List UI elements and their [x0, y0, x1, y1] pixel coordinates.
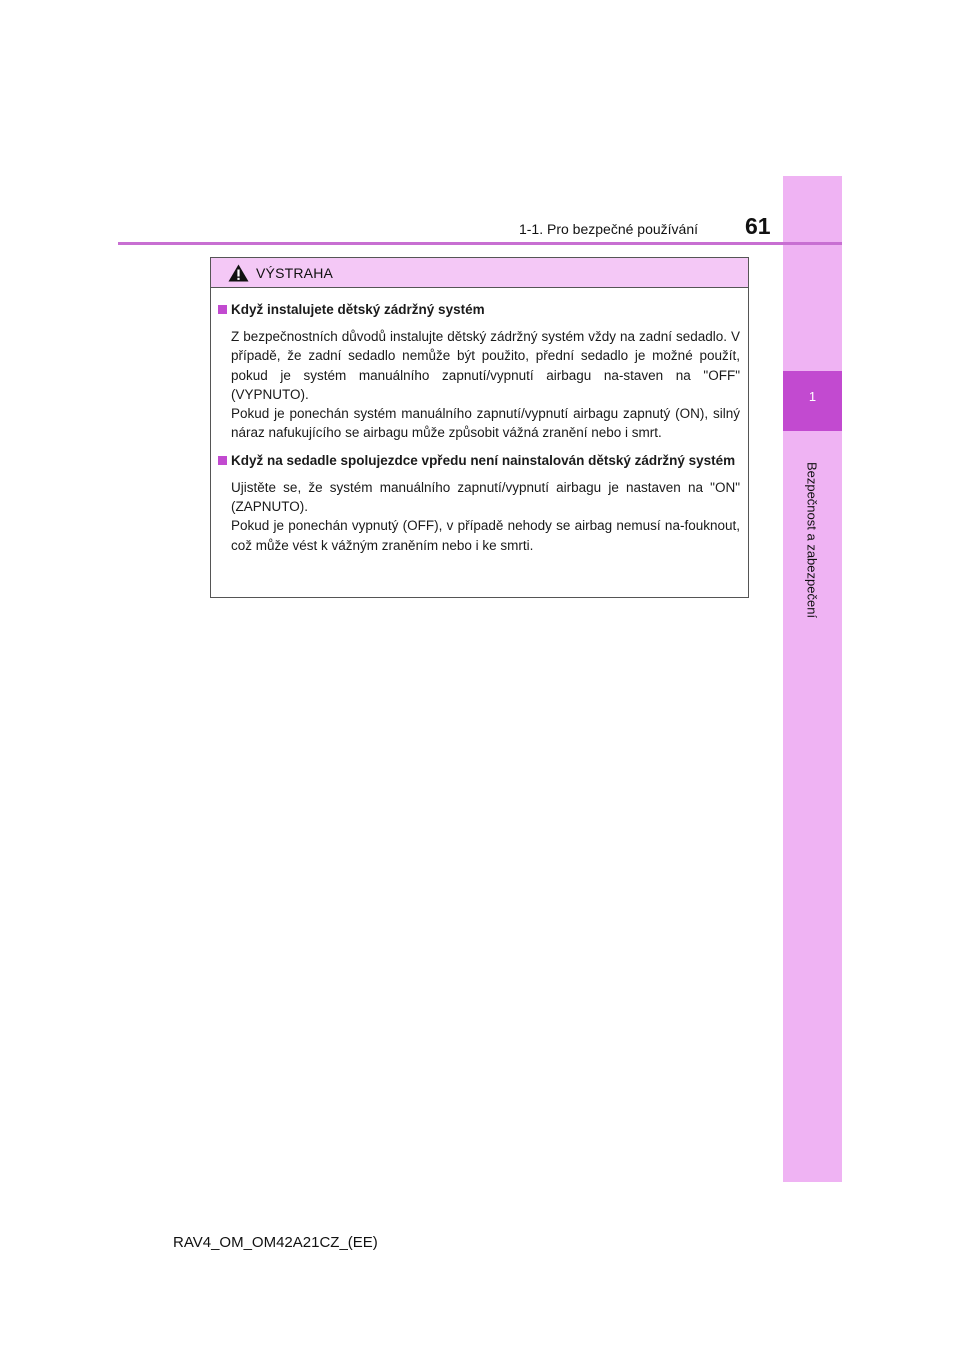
warning-body [211, 288, 748, 555]
item-heading: Když instalujete dětský zádržný systém [218, 300, 740, 319]
item-paragraph: Pokud je ponechán systém manuálního zapnutí/vypnutí airbagu zapnutý (ON), silný náraz nafukujícího se airbagu může způsobit vážná zranění nebo i smrt. [231, 406, 740, 441]
warning-title: VÝSTRAHA [256, 264, 334, 281]
item-paragraph: Ujistěte se, že systém manuálního zapnutí/vypnutí airbagu je nastaven na "ON" (ZAPNUTO). [231, 479, 740, 515]
item-paragraph: Pokud je ponechán vypnutý (OFF), v případě nehody se airbag nemusí na-fouknout, což může vést k vážným zraněním nebo i ke smrti. [231, 518, 740, 553]
item-paragraph: Z bezpečnostních důvodů instalujte dětský zádržný systém vždy na zadní sedadlo. V případě, že zadní sedadlo nemůže být použito, přední sedadlo je možné použít, pokud je systém manuálního zapnutí/vypnutí airbagu na-staven na "OFF" (VYPNUTO). [231, 329, 740, 402]
bullet-square-icon [218, 305, 227, 314]
item-text [218, 327, 740, 443]
warning-box [210, 257, 749, 598]
warning-triangle-icon [228, 264, 249, 282]
header-rule [118, 242, 842, 245]
warning-item [218, 451, 740, 555]
item-text [218, 478, 740, 555]
bullet-square-icon [218, 456, 227, 465]
section-title: 1-1. Pro bezpečné používání [518, 221, 698, 237]
chapter-side-tab [783, 176, 842, 1182]
document-code: RAV4_OM_OM42A21CZ_(EE) [173, 1234, 378, 1251]
warning-item [218, 300, 740, 443]
chapter-number: 1 [808, 389, 817, 404]
item-heading: Když na sedadle spolujezdce vpředu není nainstalován dětský zádržný systém [218, 451, 740, 470]
page-number: 61 [745, 213, 771, 239]
chapter-title: Bezpečnost a zabezpečení [804, 461, 820, 619]
warning-header [211, 258, 748, 288]
